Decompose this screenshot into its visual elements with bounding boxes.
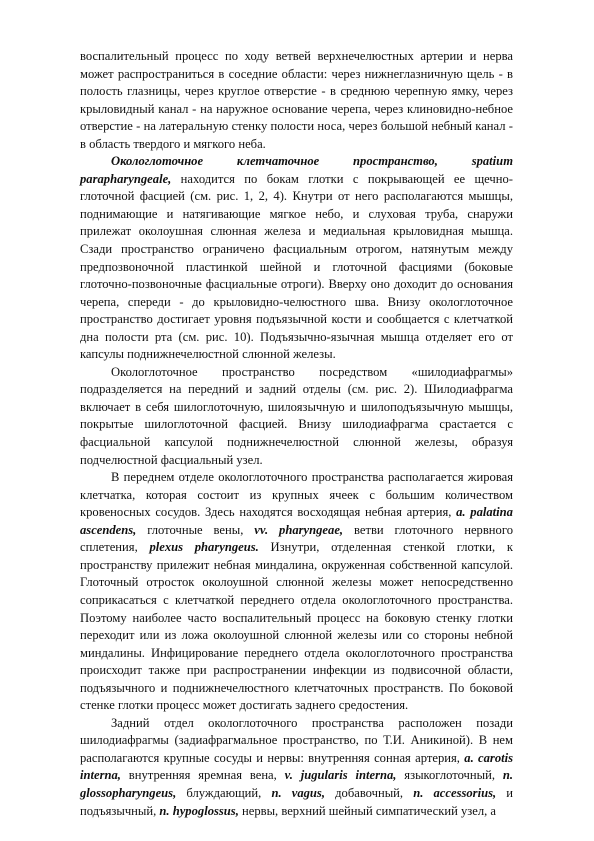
latin-term: a. carotis interna, xyxy=(80,750,514,783)
paragraph-text: глоточные вены, xyxy=(136,522,255,537)
body-paragraph xyxy=(80,48,513,153)
paragraph-text: Задний отдел окологлоточного пространства расположен позади шилодиафрагмы (задиафрагмальное пространство, по Т.И. Аникиной). В нем располагаются крупные сосуды и нервы: внутренняя сонная артерия, xyxy=(80,715,513,765)
paragraph-text: ветви глоточного нервного сплетения, xyxy=(80,522,513,555)
paragraph-text: и подъязычный, xyxy=(80,785,513,818)
paragraph-text: воспалительный процесс по ходу ветвей верхнечелюстных артерии и нерва может распространиться в соседние области: через нижнеглазничную щель - в полость глазницы, через круглое отверстие - в среднюю черепную ямку, через крыловидный канал - на наружное основание черепа, через клиновидно-небное отверстие - на латеральную стенку полости носа, через большой небный канал - в область твердого и мягкого неба. xyxy=(80,49,513,151)
latin-term: vv. pharyngeae, xyxy=(254,522,344,537)
paragraph-text: блуждающий, xyxy=(176,785,272,800)
latin-term: n. glossopharyngeus, xyxy=(80,768,513,800)
paragraph-text: В переднем отделе окологлоточного пространства располагается жировая клетчатка, которая состоит из крупных ячеек с большим количеством кровеносных сосудов. Здесь находятся восходящая небная артерия, xyxy=(80,470,513,520)
paragraph-text: добавочный, xyxy=(324,785,414,800)
latin-term: n. hypoglossus, xyxy=(159,803,239,818)
paragraph-text: Окологлоточное пространство посредством «шилодиафрагмы» подразделяется на передний и задний отделы (см. рис. 2). Шилодиафрагма включает в себя шилоглоточную, шилоязычную и шилоподъязычную мышцы, покрытые шилоглоточной фасцией. Внизу шилодиафрагма срастается с фасциальной капсулой поднижнечелюстной слюнной железы, образуя подчелюстной фасциальный узел. xyxy=(80,364,513,467)
body-paragraph xyxy=(80,469,513,715)
paragraph-text: языкоглоточный, xyxy=(396,768,503,783)
paragraph-text: внутренняя яремная вена, xyxy=(120,768,285,783)
paragraph-text: нервы, верхний шейный симпатический узел, а xyxy=(238,803,497,818)
paragraph-text: находится по бокам глотки с покрывающей ее щечно-глоточной фасцией (см. рис. 1, 2, 4). Кнутри от него располагаются мышцы, поднимающие и натягивающие мягкое небо, и слуховая труба, снаружи прилежат околоушная слюнная железа и медиальная крыловидная мышца. Сзади пространство ограничено фасциальным отрогом, натянутым между предпозвоночной пластинкой шейной и глоточной фасциями (боковые глоточно-позвоночные фасциальные отроги). Вверху оно доходит до основания черепа, спереди - до крыловидно-челюстного шва. Внизу окологлоточное пространство достигает уровня подъязычной кости и сообщается с клетчаткой дна полости рта (см. рис. 10). Подъязычно-язычная мышца отделяет его от капсулы поднижнечелюстной слюнной железы. xyxy=(80,171,513,362)
body-paragraph xyxy=(80,715,513,820)
paragraph-text: Изнутри, отделенная стенкой глотки, к пространству прилежит небная миндалина, окруженная собственной капсулой. Глоточный отросток околоушной слюнной железы может непосредственно соприкасаться с клетчаткой переднего отдела окологлоточного пространства. Поэтому наиболее часто воспалительный процесс на боковую стенку глотки переходит или из ложа околоушной слюнной железы или со стороны небной миндалины. Инфицирование переднего отдела окологлоточного пространства происходит также при распространении инфекции из подвисочной области, подъязычного и поднижнечелюстного клетчаточных пространств. По боковой стенке глотки процесс может достигать заднего средостения. xyxy=(80,540,513,713)
body-paragraph xyxy=(80,364,513,469)
latin-term: n. vagus, xyxy=(271,785,325,800)
latin-term: Окологлоточное клетчаточное пространство, spatium parapharyngeale, xyxy=(80,154,513,186)
latin-term: v. jugularis interna, xyxy=(284,768,397,783)
latin-term: plexus pharyngeus. xyxy=(149,540,259,555)
document-page xyxy=(80,48,513,820)
body-paragraph xyxy=(80,153,513,364)
latin-term: a. palatina ascendens, xyxy=(80,505,513,537)
latin-term: n. accessorius, xyxy=(413,785,497,800)
